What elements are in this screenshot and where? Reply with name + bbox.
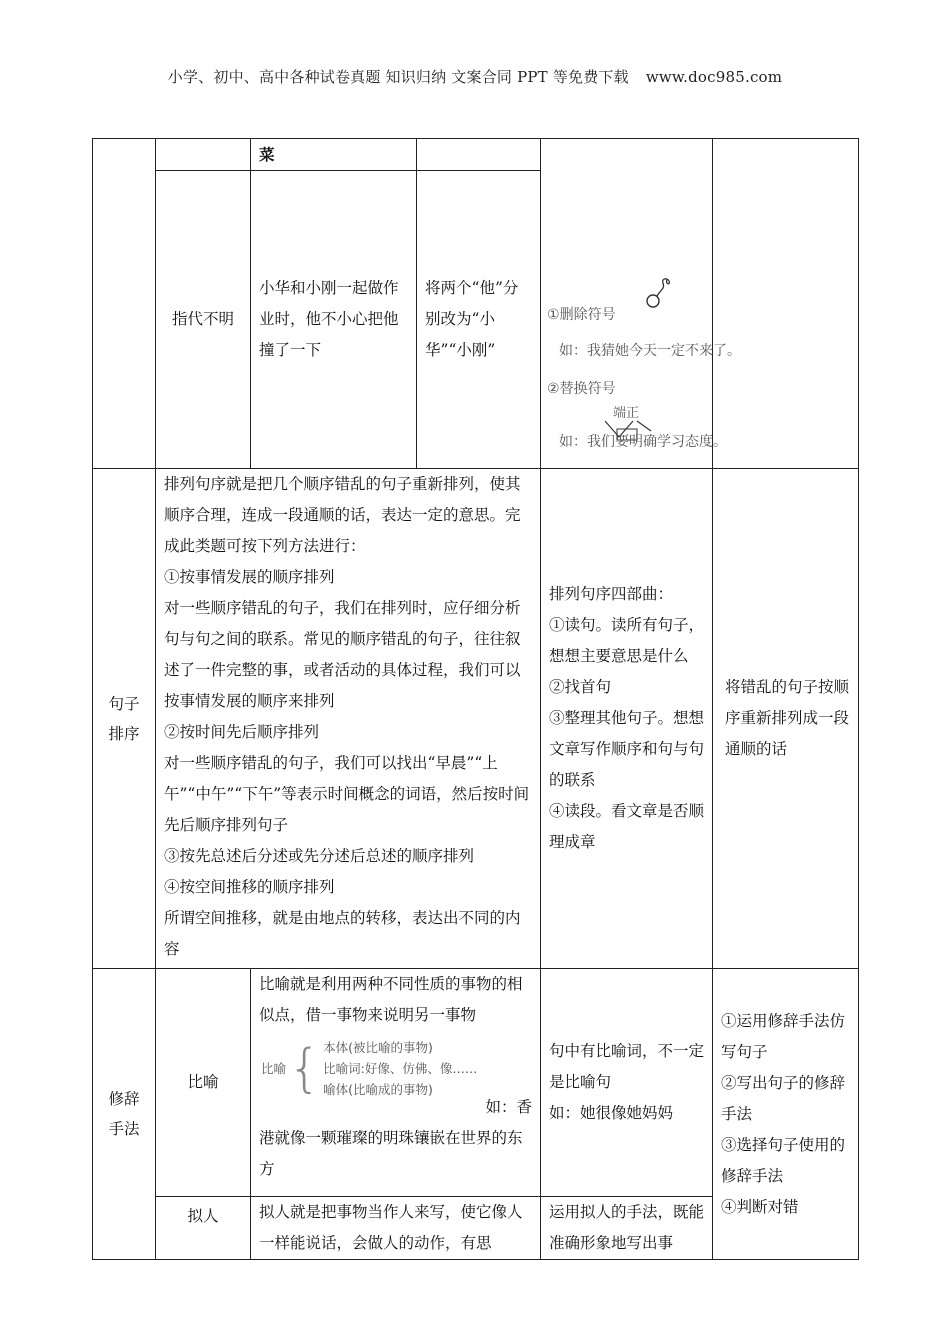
personification-definition: 拟人就是把事物当作人来写，使它像人一样能说话，会做人的动作，有思 — [251, 1197, 541, 1260]
empty-cell — [156, 139, 251, 171]
metaphor-example-prefix: 如：香 — [485, 1098, 533, 1116]
metaphor-diagram — [261, 1037, 532, 1100]
task-1: ①运用修辞手法仿写句子 — [721, 1011, 846, 1061]
metaphor-note-cell — [541, 969, 713, 1197]
sort-method-3: ③按先总述后分述或先分述后总述的顺序排列 — [164, 847, 475, 865]
row-metaphor — [93, 969, 859, 1197]
sort-steps-title: 排列句序四部曲： — [549, 585, 674, 603]
empty-cell — [93, 139, 156, 469]
sort-method-4: ④按空间推移的顺序排列 — [164, 878, 335, 896]
sort-title: 句子排序 — [93, 469, 156, 969]
sort-method-2: ②按时间先后顺序排列 — [164, 723, 320, 741]
ambiguous-fix: 将两个“他”分别改为“小华”“小刚” — [417, 171, 541, 469]
rhetoric-tasks — [713, 969, 859, 1260]
empty-cell — [713, 139, 859, 469]
sort-intro: 排列句序就是把几个顺序错乱的句子重新排列，使其顺序合理，连成一段通顺的话，表达一定的意思。完成此类题可按下列方法进行： — [164, 475, 521, 555]
metaphor-name: 比喻 — [156, 969, 251, 1197]
sort-steps — [541, 469, 713, 969]
replace-symbol-example: 如：我们要明确学习态度。 — [559, 434, 728, 450]
ambiguous-category: 指代不明 — [156, 171, 251, 469]
metaphor-note-example: 如：她很像她妈妈 — [549, 1104, 674, 1122]
task-4: ④判断对错 — [721, 1197, 799, 1216]
brace-icon: { — [288, 1038, 322, 1099]
row-cai — [93, 139, 859, 171]
diagram-item-marker: 比喻词:好像、仿佛、像…… — [323, 1061, 478, 1076]
replace-symbol-title: ②替换符号 — [547, 381, 616, 397]
row-sentence-order — [93, 469, 859, 969]
personification-note: 运用拟人的手法，既能准确形象地写出事 — [541, 1197, 713, 1260]
metaphor-diagram-label: 比喻 — [261, 1061, 287, 1076]
sort-step-2: ②找首句 — [549, 678, 612, 696]
content-table — [92, 138, 859, 1260]
sort-content — [156, 469, 541, 969]
ambiguous-example: 小华和小刚一起做作业时，他不小心把他撞了一下 — [251, 171, 417, 469]
cell-cai: 菜 — [251, 139, 417, 171]
metaphor-note: 句中有比喻词，不一定是比喻句 — [549, 1042, 705, 1091]
task-2: ②写出句子的修辞手法 — [721, 1073, 846, 1123]
rhetoric-title: 修辞手法 — [93, 969, 156, 1260]
empty-cell — [417, 139, 541, 171]
sort-step-3: ③整理其他句子。想想文章写作顺序和句与句的联系 — [549, 709, 705, 789]
sort-method-2-desc: 对一些顺序错乱的句子，我们可以找出“早晨”“上午”“中午”“下午”等表示时间概念的词语，然后按时间先后顺序排列句子 — [164, 754, 530, 834]
symbols-cell — [541, 139, 742, 469]
sort-method-1: ①按事情发展的顺序排列 — [164, 568, 335, 586]
sort-step-4: ④读段。看文章是否顺理成章 — [549, 802, 705, 851]
replace-word: 端正 — [613, 406, 640, 421]
sort-method-4-desc: 所谓空间推移，就是由地点的转移，表达出不同的内容 — [164, 909, 521, 958]
header-url: www.doc985.com — [645, 68, 783, 86]
task-3: ③选择句子使用的修辞手法 — [721, 1135, 846, 1185]
personification-name: 拟人 — [156, 1197, 251, 1260]
delete-mark-icon — [645, 275, 667, 297]
page-header — [0, 66, 950, 87]
sort-goal: 将错乱的句子按顺序重新排列成一段通顺的话 — [713, 469, 859, 969]
header-text: 小学、初中、高中各种试卷真题 知识归纳 文案合同 PPT 等免费下载 — [167, 68, 629, 86]
metaphor-example: 港就像一颗璀璨的明珠镶嵌在世界的东方 — [259, 1129, 523, 1178]
diagram-item-tenor: 本体(被比喻的事物) — [323, 1040, 433, 1055]
sort-step-1: ①读句。读所有句子，想想主要意思是什么 — [549, 616, 705, 665]
delete-symbol-title: ①删除符号 — [547, 307, 616, 323]
metaphor-definition: 比喻就是利用两种不同性质的事物的相似点，借一事物来说明另一事物 — [259, 975, 523, 1024]
metaphor-definition-cell — [251, 969, 541, 1197]
diagram-item-vehicle: 喻体(比喻成的事物) — [323, 1082, 433, 1097]
sort-method-1-desc: 对一些顺序错乱的句子，我们在排列时，应仔细分析句与句之间的联系。常见的顺序错乱的句子，往往叙述了一件完整的事，或者活动的具体过程，我们可以按事情发展的顺序来排列 — [164, 599, 521, 710]
delete-symbol-example: 如：我猜她今天一定不来了。 — [559, 343, 742, 359]
